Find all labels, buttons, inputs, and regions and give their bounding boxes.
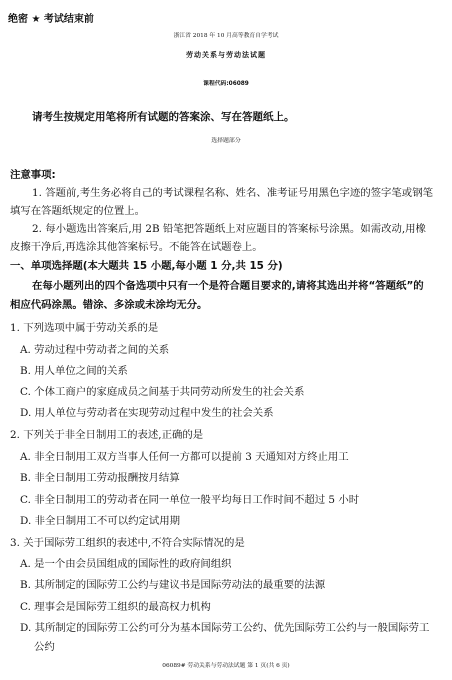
paper-title: 劳动关系与劳动法试题 <box>186 51 266 59</box>
question-2-stem: 2. 下列关于非全日制用工的表述,正确的是 <box>10 429 204 441</box>
question-1-option-d: D. 用人单位与劳动者在实现劳动过程中发生的社会关系 <box>20 407 274 419</box>
notes-heading: 注意事项: <box>10 169 56 181</box>
section-title: 选择题部分 <box>211 138 241 144</box>
question-2-option-d: D. 非全日制用工不可以约定试用期 <box>20 515 181 527</box>
note-1-line-1: 1. 答题前,考生务必将自己的考试课程名称、姓名、准考证号用黑色字迹的签字笔或钢笔 <box>32 187 433 199</box>
page-footer: 06089# 劳动关系与劳动法试题 第 1 页(共 6 页) <box>162 663 290 669</box>
note-2-line-1: 2. 每小题选出答案后,用 2B 铅笔把答题纸上对应题目的答案标号涂黑。如需改动,用橡 <box>32 223 426 235</box>
note-1-line-2: 填写在答题纸规定的位置上。 <box>10 205 146 217</box>
question-2-option-a: A. 非全日制用工双方当事人任何一方都可以提前 3 天通知对方终止用工 <box>20 451 349 463</box>
part1-heading: 一、单项选择题(本大题共 15 小题,每小题 1 分,共 15 分) <box>10 260 283 272</box>
course-code: 课程代码:06089 <box>203 81 249 87</box>
question-1-option-b: B. 用人单位之间的关系 <box>20 365 128 377</box>
question-1-option-c: C. 个体工商户的家庭成员之间基于共同劳动所发生的社会关系 <box>20 386 305 398</box>
question-1-option-a: A. 劳动过程中劳动者之间的关系 <box>20 344 170 356</box>
question-2-option-c: C. 非全日制用工的劳动者在同一单位一般平均每日工作时间不超过 5 小时 <box>20 494 360 506</box>
question-3-option-d: D. 其所制定的国际劳工公约可分为基本国际劳工公约、优先国际劳工公约与一般国际劳工 <box>20 622 430 634</box>
question-3-option-d-continued: 公约 <box>34 641 55 653</box>
question-3-option-c: C. 理事会是国际劳工组织的最高权力机构 <box>20 601 211 613</box>
question-1-stem: 1. 下列选项中属于劳动关系的是 <box>10 322 159 334</box>
question-3-option-b: B. 其所制定的国际劳工公约与建议书是国际劳动法的最重要的法源 <box>20 579 326 591</box>
part1-desc-line-2: 相应代码涂黑。错涂、多涂或未涂均无分。 <box>10 299 208 311</box>
secret-mark: 绝密 ★ 考试结束前 <box>8 14 94 25</box>
answer-instruction: 请考生按规定用笔将所有试题的答案涂、写在答题纸上。 <box>32 111 295 123</box>
note-2-line-2: 皮擦干净后,再选涂其他答案标号。不能答在试题卷上。 <box>10 241 263 253</box>
part1-desc-line-1: 在每小题列出的四个备选项中只有一个是符合题目要求的,请将其选出并将“答题纸”的 <box>32 280 424 292</box>
question-2-option-b: B. 非全日制用工劳动报酬按月结算 <box>20 472 180 484</box>
exam-title: 浙江省 2018 年 10 月高等教育自学考试 <box>173 33 279 39</box>
question-3-stem: 3. 关于国际劳工组织的表述中,不符合实际情况的是 <box>10 537 245 549</box>
question-3-option-a: A. 是一个由会员国组成的国际性的政府间组织 <box>20 558 232 570</box>
